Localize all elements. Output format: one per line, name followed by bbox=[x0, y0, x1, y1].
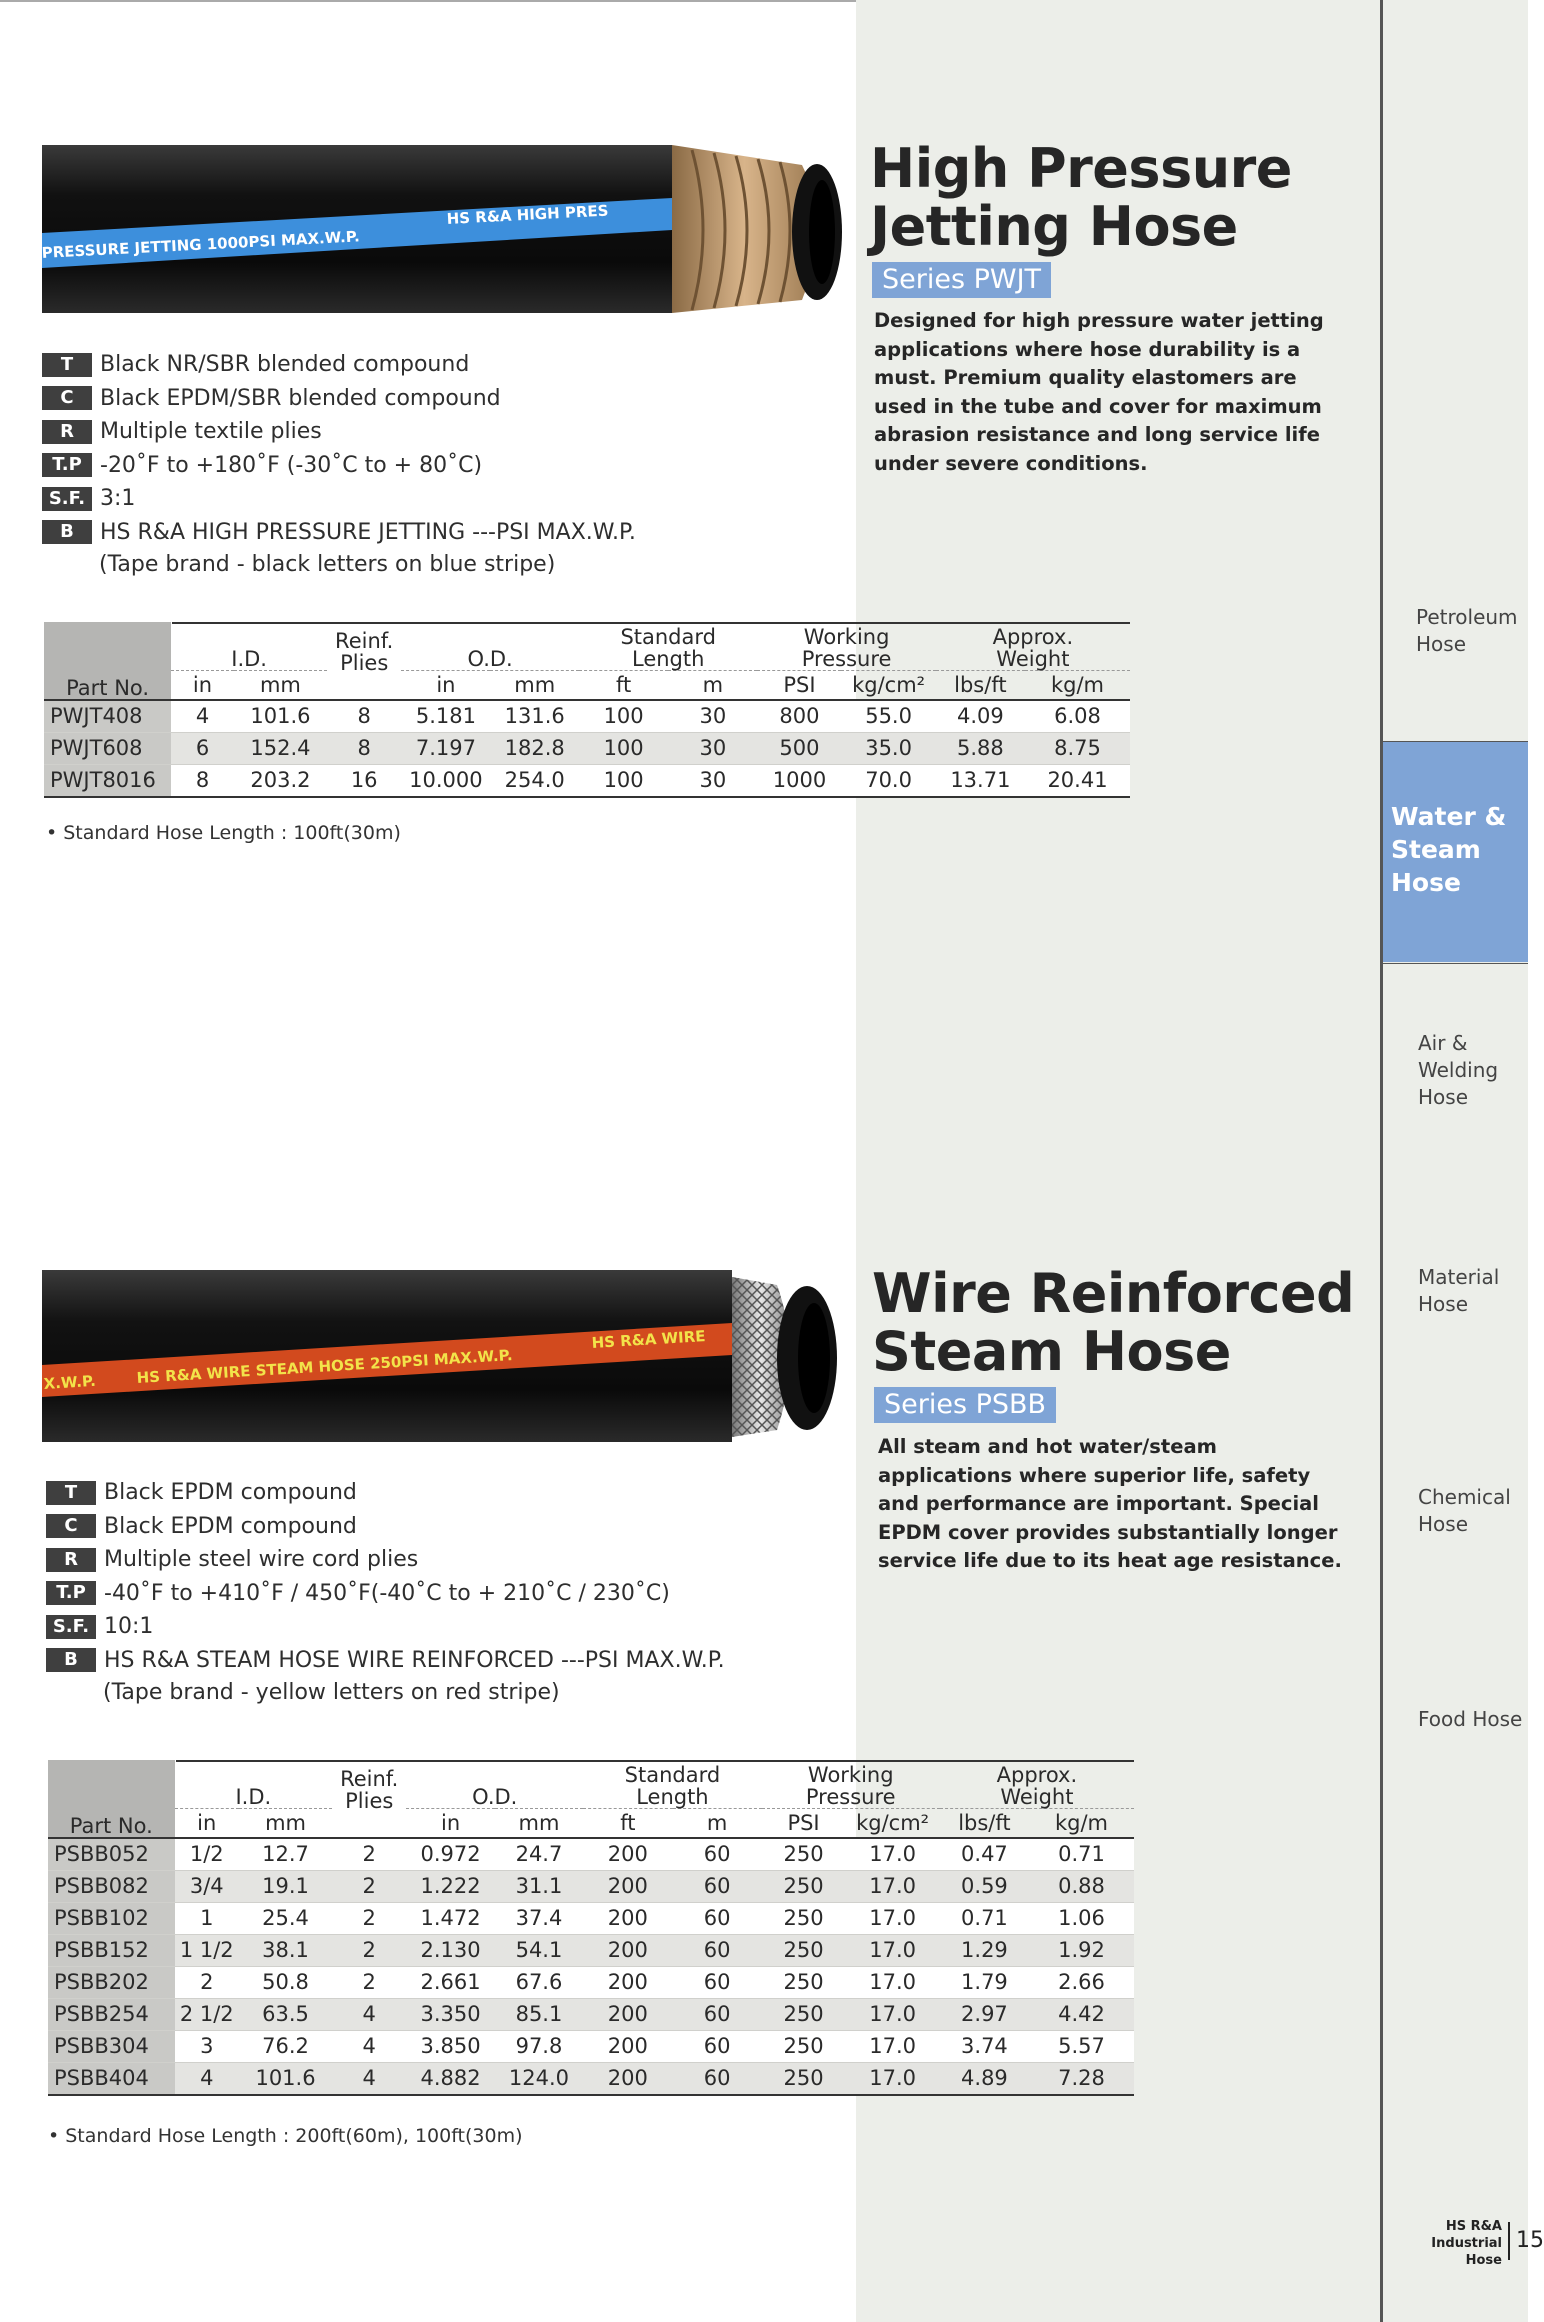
spec-text: Multiple steel wire cord plies bbox=[104, 1547, 419, 1573]
steam-table-body bbox=[48, 1838, 1134, 2095]
unit-od-mm: mm bbox=[495, 1808, 583, 1838]
table-row bbox=[48, 1999, 1134, 2031]
sidebar-item-food-hose[interactable]: Food Hose bbox=[1418, 1707, 1523, 1731]
spec-text: 3:1 bbox=[100, 486, 136, 512]
table-cell: 250 bbox=[762, 1999, 846, 2031]
table-cell: 17.0 bbox=[845, 1838, 939, 1871]
table-cell: 30 bbox=[668, 765, 757, 798]
table-row bbox=[48, 1838, 1134, 1871]
unit-kgcm: kg/cm² bbox=[845, 1808, 939, 1838]
table-row bbox=[48, 1871, 1134, 1903]
table-cell: 1 1/2 bbox=[175, 1935, 239, 1967]
table-cell: 60 bbox=[673, 1935, 762, 1967]
spec-badge: C bbox=[46, 1514, 96, 1538]
unit-kgcm: kg/cm² bbox=[841, 670, 935, 700]
table-cell: 1000 bbox=[757, 765, 841, 798]
table-cell: 250 bbox=[762, 1967, 846, 1999]
table-cell: 17.0 bbox=[845, 2031, 939, 2063]
table-cell: 55.0 bbox=[841, 700, 935, 733]
unit-lbsft: lbs/ft bbox=[940, 1808, 1029, 1838]
table-cell: 63.5 bbox=[239, 1999, 332, 2031]
unit-id-in: in bbox=[175, 1808, 239, 1838]
table-cell: 2 bbox=[332, 1903, 406, 1935]
table-cell: 12.7 bbox=[239, 1838, 332, 1871]
table-cell: 37.4 bbox=[495, 1903, 583, 1935]
table-cell: 0.88 bbox=[1029, 1871, 1134, 1903]
table-cell: 70.0 bbox=[841, 765, 935, 798]
spec-temperature bbox=[46, 1577, 725, 1611]
sidebar-item-material-hose[interactable]: Material Hose bbox=[1418, 1265, 1500, 1316]
col-part-no: Part No. bbox=[44, 622, 171, 700]
table-cell: 85.1 bbox=[495, 1999, 583, 2031]
hose-print-2: HS R&A WIRE STEAM HOSE 250PSI MAX.W.P. bbox=[136, 1346, 514, 1387]
table-row bbox=[48, 1967, 1134, 1999]
part-number-cell: PWJT608 bbox=[44, 733, 171, 765]
table-cell: 3.74 bbox=[940, 2031, 1029, 2063]
part-number-cell: PSBB304 bbox=[48, 2031, 175, 2063]
spec-tube bbox=[42, 348, 636, 382]
table-cell: 4 bbox=[171, 700, 234, 733]
table-cell: 254.0 bbox=[490, 765, 578, 798]
table-cell: 0.972 bbox=[406, 1838, 494, 1871]
col-length: Standard Length bbox=[620, 624, 716, 671]
unit-len-ft: ft bbox=[583, 1808, 672, 1838]
table-cell: 2 bbox=[175, 1967, 239, 1999]
spec-cover bbox=[46, 1510, 725, 1544]
table-cell: 3.350 bbox=[406, 1999, 494, 2031]
unit-od-in: in bbox=[406, 1808, 494, 1838]
table-cell: 800 bbox=[757, 700, 841, 733]
table-cell: 60 bbox=[673, 2031, 762, 2063]
col-reinf: Reinf. Plies bbox=[335, 628, 394, 675]
sidebar-item-chemical-hose[interactable]: Chemical Hose bbox=[1418, 1485, 1511, 1536]
table-cell: 100 bbox=[579, 765, 668, 798]
spec-badge: T.P bbox=[42, 453, 92, 477]
table-cell: 67.6 bbox=[495, 1967, 583, 1999]
table-cell: 3.850 bbox=[406, 2031, 494, 2063]
table-cell: 17.0 bbox=[845, 1999, 939, 2031]
part-number-cell: PSBB152 bbox=[48, 1935, 175, 1967]
table-cell: 200 bbox=[583, 1935, 672, 1967]
col-od: O.D. bbox=[472, 1784, 518, 1809]
table-cell: 17.0 bbox=[845, 1967, 939, 1999]
table-cell: 1.79 bbox=[940, 1967, 1029, 1999]
table-cell: 2.130 bbox=[406, 1935, 494, 1967]
table-cell: 2.97 bbox=[940, 1999, 1029, 2031]
col-weight: Approx. Weight bbox=[992, 624, 1074, 671]
spec-text: HS R&A HIGH PRESSURE JETTING ---PSI MAX.W.P. bbox=[100, 519, 636, 545]
table-cell: 19.1 bbox=[239, 1871, 332, 1903]
col-pressure: Working Pressure bbox=[805, 1762, 896, 1809]
spec-text: Black EPDM/SBR blended compound bbox=[100, 385, 501, 411]
spec-reinforcement bbox=[42, 415, 636, 449]
part-number-cell: PWJT8016 bbox=[44, 765, 171, 798]
table-cell: 54.1 bbox=[495, 1935, 583, 1967]
table-cell: 24.7 bbox=[495, 1838, 583, 1871]
sidebar-item-water-steam-hose[interactable] bbox=[1383, 742, 1528, 962]
table-cell: 4.42 bbox=[1029, 1999, 1134, 2031]
table-row bbox=[48, 1903, 1134, 1935]
spec-brand bbox=[42, 516, 636, 550]
spec-tape-note: (Tape brand - yellow letters on red stripe) bbox=[103, 1679, 560, 1705]
table-cell: 60 bbox=[673, 1967, 762, 1999]
spec-tube bbox=[46, 1476, 725, 1510]
table-cell: 60 bbox=[673, 1871, 762, 1903]
spec-text: 10:1 bbox=[104, 1614, 154, 1640]
part-number-cell: PSBB102 bbox=[48, 1903, 175, 1935]
table-cell: 8 bbox=[327, 733, 401, 765]
table-cell: 1.29 bbox=[940, 1935, 1029, 1967]
sidebar-item-air-welding-hose[interactable]: Air & Welding Hose bbox=[1418, 1031, 1499, 1109]
hose-print-1: X.W.P. bbox=[43, 1371, 97, 1393]
table-row bbox=[44, 700, 1130, 733]
spec-text: Black EPDM compound bbox=[104, 1513, 357, 1539]
table-cell: 0.59 bbox=[940, 1871, 1029, 1903]
table-cell: 203.2 bbox=[234, 765, 327, 798]
part-number-cell: PSBB052 bbox=[48, 1838, 175, 1871]
col-length: Standard Length bbox=[624, 1762, 721, 1809]
spec-reinforcement bbox=[46, 1543, 725, 1577]
table-cell: 2 bbox=[332, 1935, 406, 1967]
table-cell: 60 bbox=[673, 1999, 762, 2031]
jetting-hose-image bbox=[42, 140, 852, 315]
table-cell: 16 bbox=[327, 765, 401, 798]
col-pressure: Working Pressure bbox=[801, 624, 892, 671]
table-row bbox=[48, 1935, 1134, 1967]
table-cell: 17.0 bbox=[845, 1871, 939, 1903]
unit-od-mm: mm bbox=[490, 670, 578, 700]
unit-len-ft: ft bbox=[579, 670, 668, 700]
table-cell: 8 bbox=[171, 765, 234, 798]
table-cell: 30 bbox=[668, 700, 757, 733]
table-cell: 200 bbox=[583, 2031, 672, 2063]
table-cell: 1.92 bbox=[1029, 1935, 1134, 1967]
table-cell: 100 bbox=[579, 733, 668, 765]
table-row bbox=[48, 2031, 1134, 2063]
table-cell: 7.197 bbox=[401, 733, 490, 765]
table-cell: 17.0 bbox=[845, 2063, 939, 2096]
unit-od-in: in bbox=[401, 670, 490, 700]
table-cell: 35.0 bbox=[841, 733, 935, 765]
spec-badge: T bbox=[42, 353, 92, 377]
unit-id-mm: mm bbox=[239, 1808, 332, 1838]
sidebar-item-label: Water & Steam Hose bbox=[1391, 802, 1507, 897]
table-cell: 2 bbox=[332, 1967, 406, 1999]
table-cell: 0.71 bbox=[940, 1903, 1029, 1935]
table-cell: 1/2 bbox=[175, 1838, 239, 1871]
category-sidebar bbox=[1380, 0, 1528, 2322]
jetting-series-label: Series PWJT bbox=[872, 262, 1051, 298]
table-cell: 250 bbox=[762, 1871, 846, 1903]
steam-title: Wire Reinforced Steam Hose bbox=[872, 1262, 1355, 1383]
table-cell: 5.88 bbox=[936, 733, 1025, 765]
spec-badge: T.P bbox=[46, 1581, 96, 1605]
unit-kgm: kg/m bbox=[1025, 670, 1130, 700]
spec-badge: T bbox=[46, 1481, 96, 1505]
table-cell: 1.06 bbox=[1029, 1903, 1134, 1935]
spec-text: Black EPDM compound bbox=[104, 1480, 357, 1506]
steam-footnote: • Standard Hose Length : 200ft(60m), 100ft(30m) bbox=[48, 2125, 523, 2147]
table-cell: 200 bbox=[583, 1903, 672, 1935]
table-cell: 200 bbox=[583, 1967, 672, 1999]
table-cell: 250 bbox=[762, 1935, 846, 1967]
table-row bbox=[44, 765, 1130, 798]
table-cell: 4.89 bbox=[940, 2063, 1029, 2096]
spec-text: -20˚F to +180˚F (-30˚C to + 80˚C) bbox=[100, 452, 483, 478]
spec-safety-factor bbox=[42, 482, 636, 516]
unit-psi: PSI bbox=[762, 1808, 846, 1838]
spec-text: HS R&A STEAM HOSE WIRE REINFORCED ---PSI MAX.W.P. bbox=[104, 1647, 725, 1673]
table-cell: 3 bbox=[175, 2031, 239, 2063]
spec-badge: R bbox=[46, 1548, 96, 1572]
table-row bbox=[44, 733, 1130, 765]
unit-id-mm: mm bbox=[234, 670, 327, 700]
table-cell: 1.222 bbox=[406, 1871, 494, 1903]
unit-lbsft: lbs/ft bbox=[936, 670, 1025, 700]
jetting-spec-table bbox=[44, 622, 1130, 798]
spec-text: Black NR/SBR blended compound bbox=[100, 352, 470, 378]
table-cell: 500 bbox=[757, 733, 841, 765]
footer-brand: HS R&A Industrial Hose bbox=[1431, 2219, 1502, 2268]
part-number-cell: PWJT408 bbox=[44, 700, 171, 733]
table-cell: 17.0 bbox=[845, 1903, 939, 1935]
table-cell: 250 bbox=[762, 1903, 846, 1935]
table-cell: 5.181 bbox=[401, 700, 490, 733]
spec-badge: B bbox=[46, 1648, 96, 1672]
part-number-cell: PSBB082 bbox=[48, 1871, 175, 1903]
table-cell: 250 bbox=[762, 2031, 846, 2063]
table-cell: 31.1 bbox=[495, 1871, 583, 1903]
hose-print-1: PRESSURE JETTING 1000PSI MAX.W.P. bbox=[41, 227, 361, 262]
spec-badge: R bbox=[42, 420, 92, 444]
col-od: O.D. bbox=[467, 646, 513, 671]
table-cell: 4.882 bbox=[406, 2063, 494, 2096]
col-weight: Approx. Weight bbox=[996, 1762, 1078, 1809]
hose-print-3: HS R&A WIRE bbox=[591, 1327, 707, 1352]
sidebar-item-petroleum-hose[interactable]: Petroleum Hose bbox=[1416, 605, 1518, 656]
table-cell: 2 1/2 bbox=[175, 1999, 239, 2031]
col-id: I.D. bbox=[235, 1784, 272, 1809]
unit-id-in: in bbox=[171, 670, 234, 700]
table-cell: 100 bbox=[579, 700, 668, 733]
table-cell: 50.8 bbox=[239, 1967, 332, 1999]
table-cell: 101.6 bbox=[239, 2063, 332, 2096]
spec-badge: B bbox=[42, 520, 92, 544]
table-cell: 2.66 bbox=[1029, 1967, 1134, 1999]
table-cell: 60 bbox=[673, 1838, 762, 1871]
table-cell: 10.000 bbox=[401, 765, 490, 798]
table-cell: 1 bbox=[175, 1903, 239, 1935]
table-cell: 200 bbox=[583, 2063, 672, 2096]
steam-series-label: Series PSBB bbox=[874, 1387, 1056, 1423]
steam-description: All steam and hot water/steam applications where superior life, safety and performance are important. Special EPDM cover provides substantially longer service life due to its heat age resistance. bbox=[878, 1435, 1342, 1572]
table-cell: 4 bbox=[175, 2063, 239, 2096]
table-cell: 1.472 bbox=[406, 1903, 494, 1935]
table-cell: 131.6 bbox=[490, 700, 578, 733]
steam-specs bbox=[46, 1476, 725, 1707]
part-number-cell: PSBB202 bbox=[48, 1967, 175, 1999]
table-cell: 6.08 bbox=[1025, 700, 1130, 733]
table-cell: 200 bbox=[583, 1999, 672, 2031]
table-cell: 8.75 bbox=[1025, 733, 1130, 765]
table-cell: 38.1 bbox=[239, 1935, 332, 1967]
table-cell: 152.4 bbox=[234, 733, 327, 765]
table-cell: 0.47 bbox=[940, 1838, 1029, 1871]
jetting-description: Designed for high pressure water jetting applications where hose durability is a must. Premium quality elastomers are used in the tube and cover for maximum abrasion resistance and long service life under severe conditions. bbox=[874, 309, 1324, 475]
spec-text: -40˚F to +410˚F / 450˚F(-40˚C to + 210˚C / 230˚C) bbox=[104, 1580, 670, 1606]
unit-kgm: kg/m bbox=[1029, 1808, 1134, 1838]
table-cell: 101.6 bbox=[234, 700, 327, 733]
spec-text: Multiple textile plies bbox=[100, 419, 322, 445]
jetting-table-body bbox=[44, 700, 1130, 797]
table-row bbox=[48, 2063, 1134, 2096]
table-cell: 7.28 bbox=[1029, 2063, 1134, 2096]
table-cell: 2.661 bbox=[406, 1967, 494, 1999]
table-cell: 2 bbox=[332, 1871, 406, 1903]
spec-safety-factor bbox=[46, 1610, 725, 1644]
table-cell: 3/4 bbox=[175, 1871, 239, 1903]
table-cell: 6 bbox=[171, 733, 234, 765]
page-number: 15 bbox=[1508, 2222, 1544, 2260]
table-cell: 2 bbox=[332, 1838, 406, 1871]
table-cell: 182.8 bbox=[490, 733, 578, 765]
table-cell: 97.8 bbox=[495, 2031, 583, 2063]
part-number-cell: PSBB254 bbox=[48, 1999, 175, 2031]
col-reinf: Reinf. Plies bbox=[340, 1766, 399, 1813]
table-cell: 200 bbox=[583, 1838, 672, 1871]
spec-cover bbox=[42, 382, 636, 416]
table-cell: 250 bbox=[762, 1838, 846, 1871]
table-cell: 250 bbox=[762, 2063, 846, 2096]
table-cell: 20.41 bbox=[1025, 765, 1130, 798]
table-cell: 25.4 bbox=[239, 1903, 332, 1935]
col-id: I.D. bbox=[231, 646, 267, 671]
table-cell: 8 bbox=[327, 700, 401, 733]
table-cell: 4 bbox=[332, 2063, 406, 2096]
sidebar-divider bbox=[1383, 963, 1528, 964]
table-cell: 60 bbox=[673, 1903, 762, 1935]
steam-hose-image bbox=[42, 1265, 852, 1445]
unit-len-m: m bbox=[668, 670, 757, 700]
jetting-footnote: • Standard Hose Length : 100ft(30m) bbox=[46, 822, 401, 844]
hose-print-2: HS R&A HIGH PRES bbox=[446, 201, 609, 228]
unit-len-m: m bbox=[673, 1808, 762, 1838]
table-cell: 76.2 bbox=[239, 2031, 332, 2063]
jetting-specs bbox=[42, 348, 636, 579]
table-cell: 200 bbox=[583, 1871, 672, 1903]
table-cell: 60 bbox=[673, 2063, 762, 2096]
spec-badge: S.F. bbox=[46, 1615, 96, 1639]
steam-spec-table bbox=[48, 1760, 1134, 2096]
jetting-title: High Pressure Jetting Hose bbox=[870, 137, 1292, 258]
spec-temperature bbox=[42, 449, 636, 483]
table-cell: 4.09 bbox=[936, 700, 1025, 733]
table-cell: 17.0 bbox=[845, 1935, 939, 1967]
table-cell: 0.71 bbox=[1029, 1838, 1134, 1871]
table-cell: 4 bbox=[332, 2031, 406, 2063]
spec-tape-note: (Tape brand - black letters on blue stripe) bbox=[99, 551, 556, 577]
table-cell: 4 bbox=[332, 1999, 406, 2031]
table-cell: 30 bbox=[668, 733, 757, 765]
table-cell: 124.0 bbox=[495, 2063, 583, 2096]
spec-badge: S.F. bbox=[42, 487, 92, 511]
unit-psi: PSI bbox=[757, 670, 841, 700]
spec-brand bbox=[46, 1644, 725, 1678]
spec-badge: C bbox=[42, 386, 92, 410]
table-cell: 13.71 bbox=[936, 765, 1025, 798]
table-cell: 5.57 bbox=[1029, 2031, 1134, 2063]
col-part-no: Part No. bbox=[48, 1760, 175, 1838]
part-number-cell: PSBB404 bbox=[48, 2063, 175, 2096]
